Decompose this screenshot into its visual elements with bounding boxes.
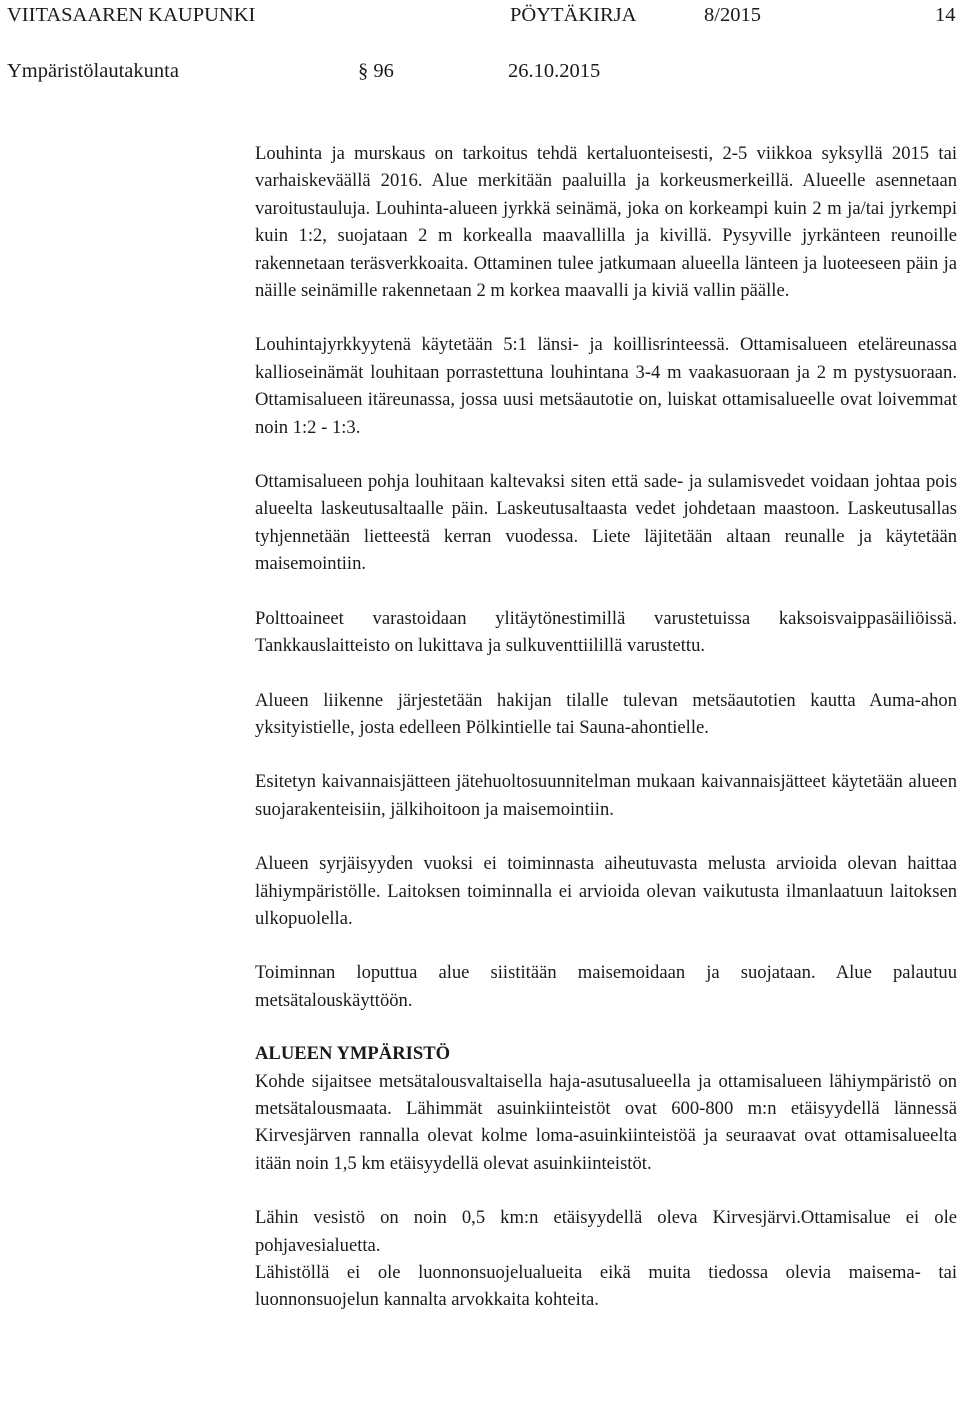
paragraph-quarrying-schedule: Louhinta ja murskaus on tarkoitus tehdä kertaluonteisesti, 2-5 viikkoa syksyllä 2015 tai varhaiskeväällä 2016. Alue merkitään paaluilla ja korkeusmerkeillä. Alueelle asennetaan varoitustauluja. Louhinta-alueen jyrkkä seinämä, joka on korkeampi kuin 2 m ja/tai jyrkempi kuin 1:2, suojataan 2 m korkealla maavallilla ja kivillä. Pysyville jyrkänteen reunoille rakennetaan teräsverkkoaita. Ottaminen tulee jatkumaan alueella länteen ja luoteeseen päin ja näille seinämille rakennetaan 2 m korkea maavalli ja kiviä vallin päälle. — [255, 143, 957, 302]
paragraph-waterbody: Lähin vesistö on noin 0,5 km:n etäisyydellä oleva Kirvesjärvi.Ottamisalue ei ole pohjavesialuetta. — [255, 1207, 957, 1256]
meeting-date: 26.10.2015 — [508, 60, 601, 82]
paragraph-drainage: Ottamisalueen pohja louhitaan kaltevaksi siten että sade- ja sulamisvedet voidaan johtaa pois alueelta laskeutusaltaalle päin. Laskeutusaltaasta vedet johdetaan maastoon. Laskeutusallas tyhjennetään lietteestä kerran vuodessa. Liete läjitetään altaan reunalle ja käytetään maisemointiin. — [255, 471, 957, 575]
paragraph-waste-plan: Esitetyn kaivannaisjätteen jätehuoltosuunnitelman mukaan kaivannaisjätteet käytetään alueen suojarakenteisiin, jälkihoitoon ja maisemointiin. — [255, 771, 957, 820]
paragraph-restoration: Toiminnan loputtua alue siistitään maisemoidaan ja suojataan. Alue palautuu metsätalouskäyttöön. — [255, 962, 957, 1011]
paragraph-noise: Alueen syrjäisyyden vuoksi ei toiminnasta aiheutuvasta melusta arvioida olevan haittaa lähiympäristölle. Laitoksen toiminnalla ei arvioida olevan vaikutusta ilmanlaatuun laitoksen ulkopuolella. — [255, 853, 957, 929]
paragraph-slopes: Louhintajyrkkyytenä käytetään 5:1 länsi- ja koillisrinteessä. Ottamisalueen eteläreunassa kallioseinämät louhitaan porrastettuna louhintana 3-4 m vaakasuoraan ja 2 m pystysuoraan. Ottamisalueen itäreunassa, jossa uusi metsäautotie on, luiskat ottamisalueelle ovat loivemmat noin 1:2 - 1:3. — [255, 334, 957, 438]
paragraph-surroundings: Kohde sijaitsee metsätalousvaltaisella haja-asutusalueella ja ottamisalueen lähiympäristö on metsätalousmaata. Lähimmät asuinkiinteistöt ovat 600-800 m:n etäisyydellä lännessä Kirvesjärven rannalla olevat kolme loma-asuinkiinteistöä ja seuraavat ovat ottamisalueelta itään noin 1,5 km etäisyydellä olevat asuinkiinteistöt. — [255, 1070, 957, 1174]
document-body — [255, 140, 957, 1314]
paragraph-fuel-storage: Polttoaineet varastoidaan ylitäytönestimillä varustetuissa kaksoisvaippasäiliöissä. Tankkauslaitteisto on lukittava ja sulkuventtiilillä varustettu. — [255, 607, 957, 657]
section-number: § 96 — [358, 60, 394, 82]
section-heading: ALUEEN YMPÄRISTÖ — [255, 1043, 451, 1065]
organization-name: VIITASAAREN KAUPUNKI — [7, 4, 256, 26]
meeting-number: 8/2015 — [704, 4, 761, 26]
page-number: 14 — [935, 4, 956, 26]
page-header — [0, 0, 960, 90]
paragraph-traffic: Alueen liikenne järjestetään hakijan tilalle tulevan metsäautotien kautta Auma-ahon yksityistielle, josta edelleen Pölkintielle tai Sauna-ahontielle. — [255, 689, 957, 738]
committee-name: Ympäristölautakunta — [7, 60, 179, 82]
document-type: PÖYTÄKIRJA — [510, 4, 637, 26]
paragraph-conservation: Lähistöllä ei ole luonnonsuojelualueita eikä muita tiedossa olevia maisema- tai luonnonsuojelun kannalta arvokkaita kohteita. — [255, 1262, 957, 1311]
